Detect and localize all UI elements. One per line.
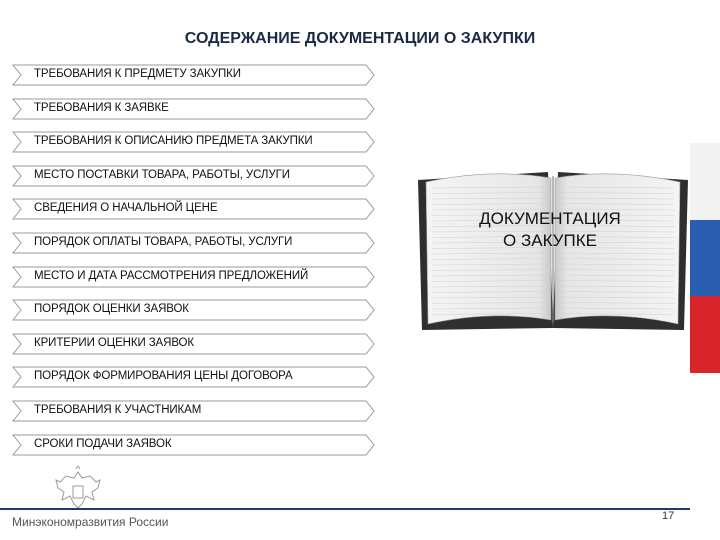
requirement-item bbox=[12, 333, 376, 355]
requirement-item-label: СРОКИ ПОДАЧИ ЗАЯВОК bbox=[34, 437, 172, 450]
requirement-item-label: ПОРЯДОК ОПЛАТЫ ТОВАРА, РАБОТЫ, УСЛУГИ bbox=[34, 236, 293, 248]
requirement-item bbox=[12, 64, 376, 86]
requirement-item-label: ТРЕБОВАНИЯ К ЗАЯВКЕ bbox=[34, 101, 169, 114]
requirement-item-label: МЕСТО И ДАТА РАССМОТРЕНИЯ ПРЕДЛОЖЕНИЙ bbox=[34, 269, 309, 282]
flag-blue-band bbox=[690, 220, 720, 297]
footer-divider bbox=[0, 508, 690, 510]
footer-org-name: Минэкономразвития России bbox=[12, 515, 169, 529]
coat-of-arms-icon bbox=[52, 466, 104, 512]
book-label-line2: О ЗАКУПКЕ bbox=[503, 231, 597, 250]
requirement-item-label: ТРЕБОВАНИЯ К ПРЕДМЕТУ ЗАКУПКИ bbox=[34, 68, 241, 80]
russian-flag-strip bbox=[690, 143, 720, 373]
requirement-item-label: ТРЕБОВАНИЯ К ОПИСАНИЮ ПРЕДМЕТА ЗАКУПКИ bbox=[34, 135, 313, 148]
requirement-item bbox=[12, 165, 376, 187]
page-number: 17 bbox=[662, 510, 675, 522]
requirement-item-label: КРИТЕРИИ ОЦЕНКИ ЗАЯВОК bbox=[34, 336, 194, 349]
requirement-item-label: ПОРЯДОК ОЦЕНКИ ЗАЯВОК bbox=[34, 303, 189, 316]
requirement-item bbox=[12, 299, 376, 321]
requirement-item bbox=[12, 232, 376, 254]
requirement-item bbox=[12, 98, 376, 120]
book-label bbox=[430, 208, 670, 252]
requirement-item bbox=[12, 400, 376, 422]
requirement-item-label: МЕСТО ПОСТАВКИ ТОВАРА, РАБОТЫ, УСЛУГИ bbox=[34, 168, 290, 181]
requirement-item-label: ТРЕБОВАНИЯ К УЧАСТНИКАМ bbox=[34, 404, 202, 416]
requirement-item bbox=[12, 434, 376, 456]
flag-white-band bbox=[690, 143, 720, 220]
requirement-item-label: ПОРЯДОК ФОРМИРОВАНИЯ ЦЕНЫ ДОГОВОРА bbox=[34, 370, 293, 383]
slide-title: СОДЕРЖАНИЕ ДОКУМЕНТАЦИИ О ЗАКУПКИ bbox=[184, 30, 536, 47]
flag-red-band bbox=[690, 296, 720, 373]
requirement-item-label: СВЕДЕНИЯ О НАЧАЛЬНОЙ ЦЕНЕ bbox=[34, 202, 218, 215]
requirement-item bbox=[12, 198, 376, 220]
book-label-line1: ДОКУМЕНТАЦИЯ bbox=[479, 209, 621, 228]
requirement-item bbox=[12, 131, 376, 153]
requirement-item bbox=[12, 266, 376, 288]
requirement-item bbox=[12, 366, 376, 388]
